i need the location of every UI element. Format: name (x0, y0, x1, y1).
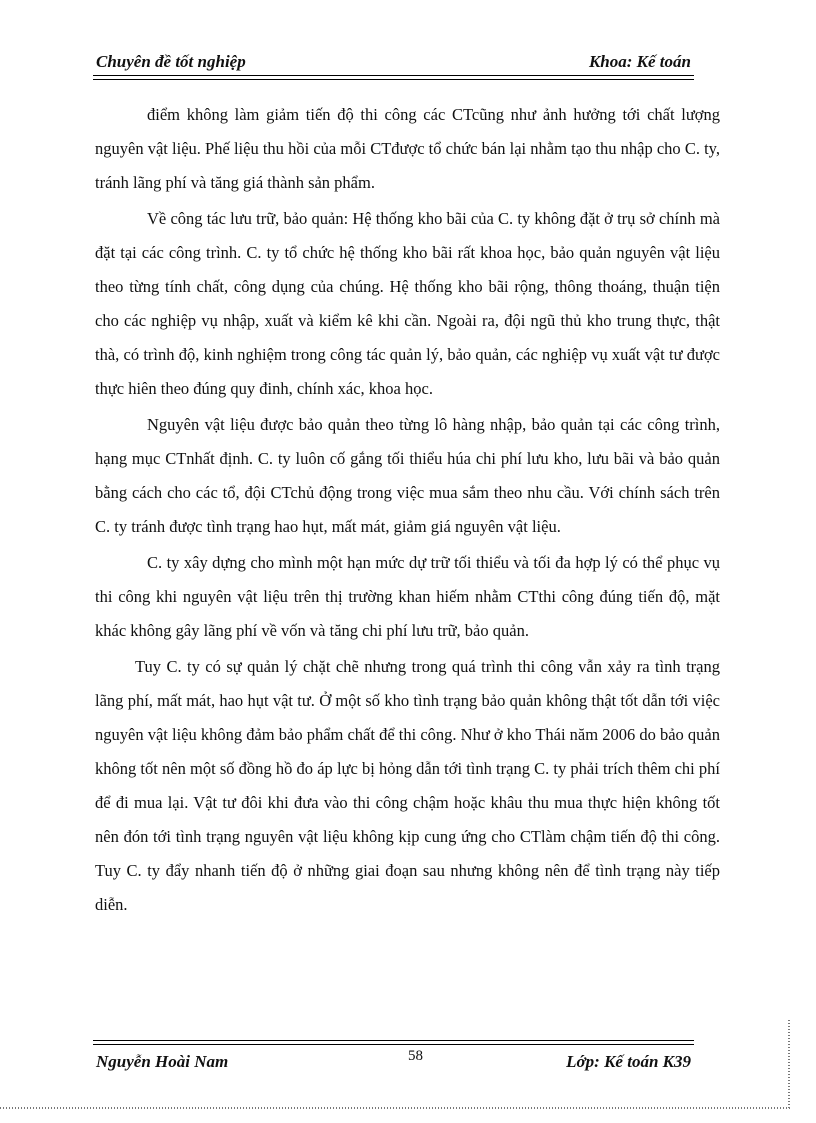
paragraph-preservation: Nguyên vật liệu được bảo quản theo từng lô hàng nhập, bảo quản tại các công trình, hạng mục CTnhất định. C. ty luôn cố gắng tối thiểu húa chi phí lưu kho, lưu bãi và bảo quản bằng cách cho các tổ, đội CTchủ động trong việc mua sắm theo nhu cầu. Với chính sách trên C. ty tránh được tình trạng hao hụt, mất mát, giảm giá nguyên vật liệu. (95, 415, 720, 536)
paragraph-waste: Tuy C. ty có sự quản lý chặt chẽ nhưng trong quá trình thi công vẫn xảy ra tình trạng lãng phí, mất mát, hao hụt vật tư. Ở một số kho tình trạng bảo quản không thật tốt dẫn tới việc nguyên vật liệu không đảm bảo phẩm chất để thi công. Như ở kho Thái năm 2006 do bảo quản không tốt nên một số đồng hồ đo áp lực bị hỏng dẫn tới tình trạng C. ty phải trích thêm chi phí để đi mua lại. Vật tư đôi khi đưa vào thi công chậm hoặc khâu thu mua thực hiện không tốt nên đón tới tình trạng nguyên vật liệu không kịp cung ứng cho CTlàm chậm tiến độ thi công. Tuy C. ty đẩy nhanh tiến độ ở những giai đoạn sau nhưng không nên để tình trạng này tiếp diễn. (95, 657, 720, 914)
footer-author: Nguyễn Hoài Nam (96, 1052, 229, 1071)
page-border-right (788, 1020, 790, 1109)
header-faculty: Khoa: Kế toán (588, 52, 691, 71)
footer-rule (93, 1044, 694, 1045)
footer-class: Lớp: Kế toán K39 (566, 1052, 691, 1071)
page-border-bottom (0, 1107, 790, 1109)
paragraph-storage: Về công tác lưu trữ, bảo quản: Hệ thống kho bãi của C. ty không đặt ở trụ sở chính mà đặt tại các công trình. C. ty tổ chức hệ thống kho bãi rất khoa học, bảo quản nguyên vật liệu theo từng tính chất, công dụng của chúng. Hệ thống kho bãi rộng, thông thoáng, thuận tiện cho các nghiệp vụ nhập, xuất và kiểm kê khi cần. Ngoài ra, đội ngũ thủ kho trung thực, thật thà, có trình độ, kinh nghiệm trong công tác quản lý, bảo quản, các nghiệp vụ xuất vật tư được thực hiên theo đúng quy đinh, chính xác, khoa học. (95, 209, 720, 398)
paragraph-reserve-limit: C. ty xây dựng cho mình một hạn mức dự trữ tối thiểu và tối đa hợp lý có thể phục vụ thi công khi nguyên vật liệu trên thị trường khan hiếm nhằm CTthi công đúng tiến độ, mặt khác không gây lãng phí về vốn và tăng chi phí lưu trữ, bảo quản. (95, 553, 720, 640)
header-rule (93, 75, 694, 76)
page-body (95, 98, 720, 922)
page-footer (93, 1040, 694, 1080)
header-rule-thin (93, 79, 694, 80)
footer-rule-thin (93, 1040, 694, 1041)
page-header (93, 52, 694, 78)
header-thesis-title: Chuyên đề tốt nghiệp (96, 52, 246, 71)
page-number: 58 (408, 1048, 423, 1064)
paragraph-continuation: điểm không làm giảm tiến độ thi công các CTcũng như ảnh hưởng tới chất lượng nguyên vật liệu. Phế liệu thu hồi của mỗi CTđược tổ chức bán lại nhằm tạo thu nhập cho C. ty, tránh lãng phí và tăng giá thành sản phẩm. (95, 105, 720, 192)
